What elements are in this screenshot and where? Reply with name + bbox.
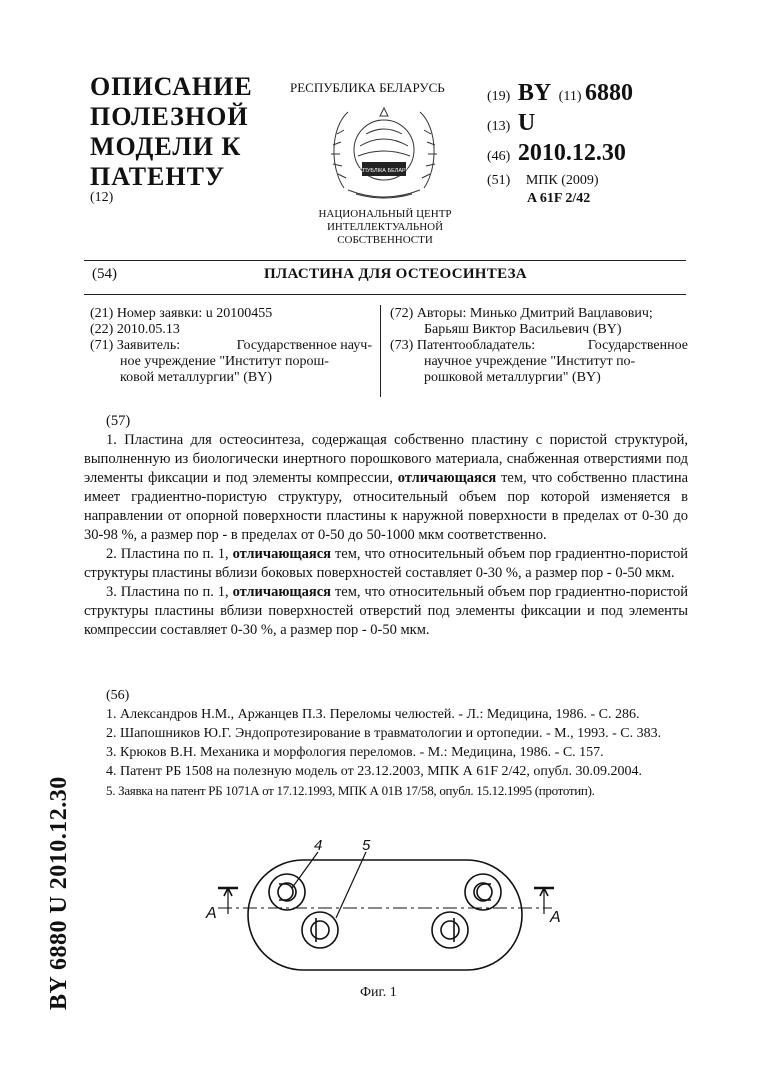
code-12: (12) — [90, 190, 114, 205]
patent-number: 6880 — [584, 80, 633, 106]
biblio-divider — [380, 305, 381, 397]
document-kind: U — [517, 110, 536, 136]
patent-holder-line — [390, 338, 688, 354]
country-code: BY — [517, 80, 552, 106]
label-5: 5 — [362, 838, 371, 854]
title-line: ОПИСАНИЕ — [90, 72, 253, 101]
section-label-left: A — [206, 905, 217, 922]
code-57: (57) — [106, 413, 131, 429]
org-line: ИНТЕЛЛЕКТУАЛЬНОЙ — [326, 221, 444, 233]
code-56: (56) — [106, 688, 130, 703]
code-73: (73) — [390, 338, 414, 353]
applicant-text: ковой металлургии" (BY) — [120, 370, 272, 385]
holder-text: научное учреждение "Институт по- — [424, 354, 636, 369]
code-71: (71) — [90, 338, 114, 353]
code-19: (19) — [487, 89, 511, 104]
org-line: НАЦИОНАЛЬНЫЙ ЦЕНТР — [318, 208, 452, 220]
reference-item: 1. Александров Н.М., Аржанцев П.З. Переломы челюстей. - Л.: Медицина, 1986. - С. 286. — [106, 707, 640, 722]
divider — [84, 260, 686, 261]
section-label-right: A — [550, 909, 561, 926]
claim-3: 3. Пластина по п. 1, отличающаяся тем, что относительный объем пор градиентно-пористой структуры пластины вблизи поверхностей отверстий под элементы фиксации и под элементы компрессии составляет 0-30 %, а размер пор - 0-50 мкм. — [84, 584, 689, 638]
side-publication-id: BY 6880 U 2010.12.30 — [46, 776, 72, 1010]
title-line: ПОЛЕЗНОЙ — [90, 102, 249, 131]
biblio-right — [390, 306, 688, 386]
authors: Барьяш Виктор Васильевич (BY) — [424, 322, 622, 337]
holder-label: Патентообладатель: — [416, 338, 536, 353]
reference-item: 4. Патент РБ 1508 на полезную модель от 23.12.2003, МПК А 61F 2/42, опубл. 30.09.2004. — [106, 764, 642, 779]
meta-13-line — [487, 110, 535, 137]
reference-item: 3. Крюков В.Н. Механика и морфология переломов. - М.: Медицина, 1986. - С. 157. — [106, 745, 604, 760]
figure-caption: Фиг. 1 — [360, 985, 397, 1000]
code-11: (11) — [558, 89, 582, 104]
applicant-label: Заявитель: — [116, 338, 181, 353]
references-section — [84, 686, 688, 800]
label-4: 4 — [314, 838, 323, 854]
claim-2: 2. Пластина по п. 1, отличающаяся тем, что относительный объем пор градиентно-пористой структуры пластины вблизи боковых поверхностей составляет 0-30 %, а размер пор - 0-50 мкм. — [84, 546, 689, 581]
compression-hole-icon — [302, 912, 338, 948]
plate-outline — [248, 860, 522, 970]
code-54: (54) — [92, 266, 117, 282]
holder-text: рошковой металлургии" (BY) — [424, 370, 601, 385]
emblem-ribbon-text: РЭСПУБЛІКА БЕЛАРУСЬ — [351, 168, 417, 174]
holder-text: Государственное — [587, 338, 688, 353]
applicant-line — [90, 338, 372, 354]
mpk-label: МПК (2009) — [525, 173, 599, 188]
document-title — [90, 72, 253, 192]
code-51: (51) — [487, 173, 511, 188]
biblio-left — [90, 306, 372, 386]
claim-1: 1. Пластина для остеосинтеза, содержащая собственно пластину с пористой структурой, выполненную из биологически инертного порошкового материала, снабженная отверстиями под элементы фиксации и под элементы компрессии, отличающаяся тем, что собственно пластина имеет градиентно-пористую структуру, относительный объем пор которой изменяется в направлении от опорной поверхности пластины к наружной поверхности в пределах от 0-30 до 30-98 %, а размер пор - в пределах от 0-50 до 50-1000 мкм соответственно. — [84, 432, 689, 543]
reference-item: 5. Заявка на патент РБ 1071А от 17.12.1993, МПК А 01В 17/58, опубл. 15.12.1995 (прототип). — [106, 783, 595, 798]
meta-19-line — [487, 80, 633, 107]
figure-1-drawing — [200, 838, 580, 978]
title-line: ПАТЕНТУ — [90, 162, 226, 191]
org-line: СОБСТВЕННОСТИ — [337, 234, 433, 246]
applicant-text: ное учреждение "Институт порош- — [120, 354, 329, 369]
title-line: МОДЕЛИ К — [90, 132, 242, 161]
mpk-code: A 61F 2/42 — [527, 191, 591, 206]
leader-line — [292, 852, 318, 888]
compression-hole-icon — [432, 912, 468, 948]
fixation-hole-icon — [269, 874, 305, 910]
reference-item: 2. Шапошников Ю.Г. Эндопротезирование в травматологии и ортопедии. - М., 1993. - С. 383. — [106, 726, 662, 741]
code-46: (46) — [487, 149, 511, 164]
national-center-label — [300, 208, 470, 247]
authors: (72) Авторы: Минько Дмитрий Вацлавович; — [390, 306, 653, 321]
fixation-hole-icon — [465, 874, 501, 910]
state-emblem-icon — [326, 98, 442, 204]
republic-label: РЕСПУБЛИКА БЕЛАРУСЬ — [290, 80, 445, 95]
meta-51-line — [487, 173, 599, 189]
application-number: (21) Номер заявки: u 20100455 — [90, 306, 273, 321]
publication-date: 2010.12.30 — [517, 140, 626, 166]
claims-section — [84, 412, 688, 640]
invention-title: ПЛАСТИНА ДЛЯ ОСТЕОСИНТЕЗА — [264, 266, 527, 282]
code-13: (13) — [487, 119, 511, 134]
divider — [84, 294, 686, 295]
applicant-text: Государственное науч- — [236, 338, 372, 353]
filing-date: (22) 2010.05.13 — [90, 322, 180, 337]
meta-46-line — [487, 140, 626, 167]
